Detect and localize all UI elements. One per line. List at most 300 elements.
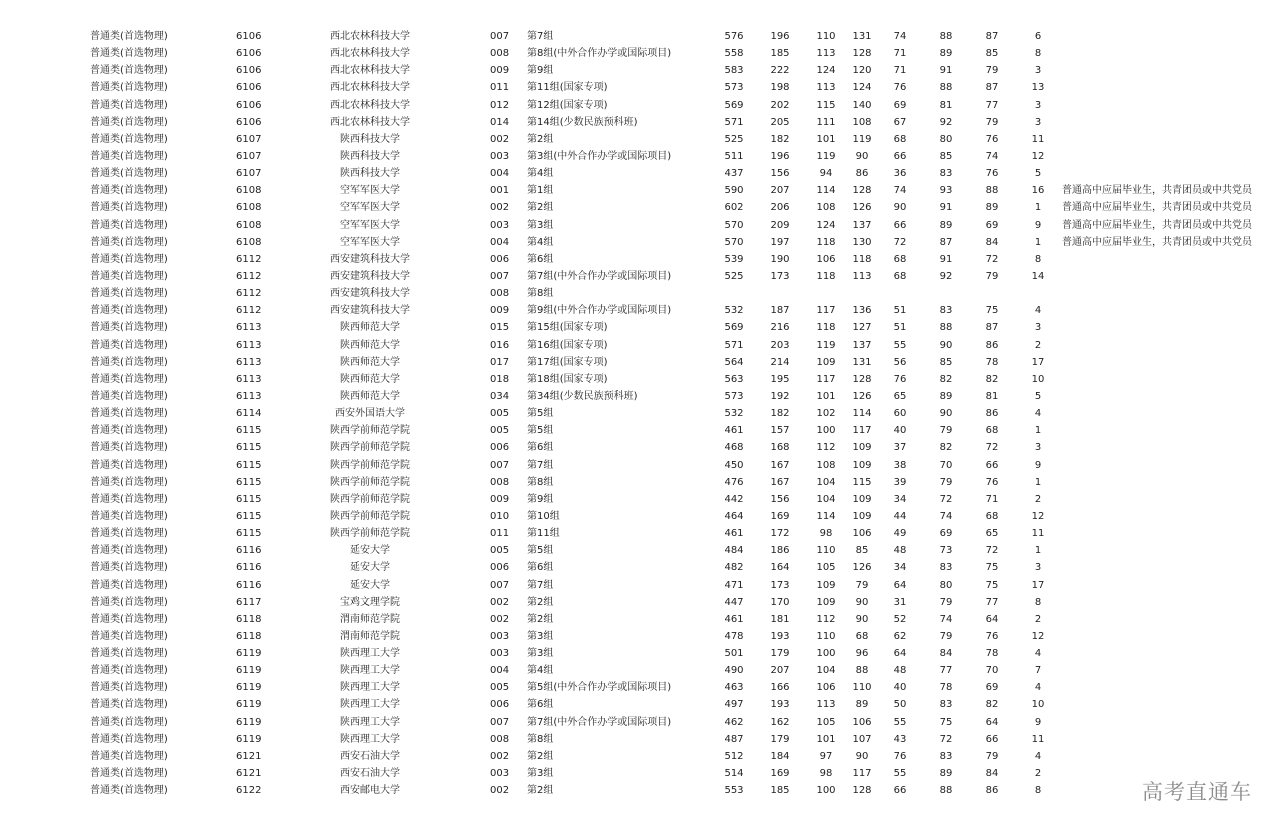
- count-cell: 11: [1031, 133, 1045, 145]
- count-cell: 3: [1034, 322, 1042, 334]
- group-name-cell: 第9组(中外合作办学或国际项目): [527, 305, 672, 317]
- count-cell: 9: [1034, 219, 1042, 231]
- school-code-cell: 6108: [236, 219, 262, 231]
- school-name-cell: 陕西科技大学: [340, 133, 400, 145]
- group-code-cell: 009: [490, 65, 510, 77]
- score-col-2-cell: 172: [770, 528, 790, 540]
- score-col-5-cell: 51: [893, 305, 907, 317]
- score-total-cell: 539: [724, 253, 744, 265]
- school-name-cell: 空军军医大学: [340, 236, 400, 248]
- score-col-5-cell: 90: [893, 202, 907, 214]
- admission-score-table: [0, 28, 1280, 799]
- category-cell: 普通类(首选物理): [90, 613, 168, 625]
- score-total-cell: 512: [724, 750, 744, 762]
- score-col-2-cell: 205: [770, 116, 790, 128]
- score-col-5-cell: 44: [893, 510, 907, 522]
- score-total-cell: 558: [724, 48, 744, 60]
- score-col-7-cell: 82: [985, 373, 999, 385]
- count-cell: 1: [1034, 236, 1042, 248]
- score-col-4-cell: 90: [855, 150, 869, 162]
- score-col-7-cell: 76: [985, 168, 999, 180]
- score-col-6-cell: 83: [939, 750, 953, 762]
- table-row: [0, 62, 1280, 79]
- score-col-5-cell: 74: [893, 185, 907, 197]
- score-col-2-cell: 162: [770, 716, 790, 728]
- school-code-cell: 6118: [236, 630, 262, 642]
- group-name-cell: 第3组: [527, 648, 554, 660]
- score-total-cell: 487: [724, 733, 744, 745]
- group-code-cell: 005: [490, 408, 510, 420]
- score-col-7-cell: 77: [985, 596, 999, 608]
- score-col-2-cell: 197: [770, 236, 790, 248]
- score-total-cell: 525: [724, 270, 744, 282]
- score-col-3-cell: 104: [816, 493, 836, 505]
- count-cell: 10: [1031, 699, 1045, 711]
- table-row: [0, 234, 1280, 251]
- category-cell: 普通类(首选物理): [90, 562, 168, 574]
- score-col-7-cell: 78: [985, 356, 999, 368]
- score-col-4-cell: 90: [855, 596, 869, 608]
- score-col-3-cell: 114: [816, 510, 836, 522]
- category-cell: 普通类(首选物理): [90, 305, 168, 317]
- school-code-cell: 6113: [236, 390, 262, 402]
- group-code-cell: 007: [490, 716, 510, 728]
- score-col-5-cell: 69: [893, 99, 907, 111]
- score-col-4-cell: 128: [852, 48, 872, 60]
- score-col-2-cell: 203: [770, 339, 790, 351]
- table-row: [0, 45, 1280, 62]
- school-code-cell: 6116: [236, 579, 262, 591]
- count-cell: 4: [1034, 682, 1042, 694]
- score-col-4-cell: [850, 285, 874, 302]
- school-code-cell: 6122: [236, 785, 262, 797]
- group-code-cell: 002: [490, 202, 510, 214]
- score-col-3-cell: 105: [816, 716, 836, 728]
- score-col-4-cell: 118: [852, 253, 872, 265]
- table-row: [0, 388, 1280, 405]
- score-col-4-cell: 131: [852, 31, 872, 42]
- score-total-cell: 602: [724, 202, 744, 214]
- score-total-cell: 447: [724, 596, 744, 608]
- school-code-cell: 6115: [236, 442, 262, 454]
- group-code-cell: 003: [490, 648, 510, 660]
- score-col-6-cell: 81: [939, 99, 953, 111]
- score-col-4-cell: 79: [855, 579, 869, 591]
- score-col-5-cell: 66: [893, 785, 907, 797]
- count-cell: 11: [1031, 733, 1045, 745]
- score-col-6-cell: 92: [939, 116, 953, 128]
- school-name-cell: 西安邮电大学: [340, 785, 400, 797]
- score-col-4-cell: 131: [852, 356, 872, 368]
- score-col-4-cell: 117: [852, 768, 872, 780]
- table-row: [0, 679, 1280, 696]
- category-cell: 普通类(首选物理): [90, 236, 168, 248]
- group-name-cell: 第8组: [527, 476, 554, 488]
- category-cell: 普通类(首选物理): [90, 408, 168, 420]
- score-col-7-cell: 64: [985, 613, 999, 625]
- school-code-cell: 6108: [236, 236, 262, 248]
- score-col-4-cell: 109: [852, 442, 872, 454]
- score-col-2-cell: 167: [770, 459, 790, 471]
- category-cell: 普通类(首选物理): [90, 82, 168, 94]
- score-col-7-cell: 86: [985, 408, 999, 420]
- score-col-2-cell: 182: [770, 133, 790, 145]
- group-code-cell: 003: [490, 768, 510, 780]
- category-cell: 普通类(首选物理): [90, 270, 168, 282]
- score-col-5-cell: 31: [893, 596, 907, 608]
- score-col-3-cell: 101: [816, 390, 836, 402]
- count-cell: 3: [1034, 442, 1042, 454]
- school-name-cell: 西安石油大学: [340, 768, 400, 780]
- score-col-7-cell: 88: [985, 185, 999, 197]
- group-name-cell: 第6组: [527, 699, 554, 711]
- school-code-cell: 6106: [236, 48, 262, 60]
- count-cell: 8: [1034, 785, 1042, 797]
- school-code-cell: 6106: [236, 65, 262, 77]
- score-col-6-cell: 88: [939, 31, 953, 42]
- score-total-cell: 497: [724, 699, 744, 711]
- category-cell: 普通类(首选物理): [90, 339, 168, 351]
- category-cell: 普通类(首选物理): [90, 442, 168, 454]
- score-col-3-cell: 114: [816, 185, 836, 197]
- school-code-cell: 6113: [236, 356, 262, 368]
- school-name-cell: 西安建筑科技大学: [330, 253, 410, 265]
- score-col-6-cell: 73: [939, 545, 953, 557]
- score-col-7-cell: 87: [985, 322, 999, 334]
- score-col-7-cell: 66: [985, 459, 999, 471]
- group-code-cell: 009: [490, 305, 510, 317]
- category-cell: 普通类(首选物理): [90, 168, 168, 180]
- group-code-cell: 002: [490, 750, 510, 762]
- school-code-cell: 6112: [236, 305, 262, 317]
- score-col-2-cell: 182: [770, 408, 790, 420]
- score-col-6-cell: 85: [939, 356, 953, 368]
- score-col-5-cell: 64: [893, 579, 907, 591]
- school-name-cell: 陕西理工大学: [340, 648, 400, 660]
- score-col-4-cell: 119: [852, 133, 872, 145]
- score-total-cell: 511: [724, 150, 744, 162]
- school-name-cell: 西北农林科技大学: [330, 82, 410, 94]
- score-col-2-cell: 167: [770, 476, 790, 488]
- score-col-7-cell: 86: [985, 785, 999, 797]
- school-name-cell: 陕西师范大学: [340, 322, 400, 334]
- score-col-2-cell: 206: [770, 202, 790, 214]
- score-col-5-cell: 37: [893, 442, 907, 454]
- table-row: [0, 354, 1280, 371]
- score-col-2-cell: 173: [770, 270, 790, 282]
- score-col-4-cell: 113: [852, 270, 872, 282]
- count-cell: 7: [1034, 665, 1042, 677]
- score-col-6-cell: 85: [939, 150, 953, 162]
- table-row: [0, 28, 1280, 45]
- group-code-cell: 003: [490, 150, 510, 162]
- group-code-cell: 015: [490, 322, 510, 334]
- score-col-7-cell: 78: [985, 648, 999, 660]
- group-name-cell: 第5组: [527, 545, 554, 557]
- score-col-7-cell: 79: [985, 750, 999, 762]
- score-col-6-cell: 83: [939, 168, 953, 180]
- school-code-cell: 6115: [236, 476, 262, 488]
- score-col-3-cell: 101: [816, 733, 836, 745]
- score-total-cell: 464: [724, 510, 744, 522]
- score-col-5-cell: 40: [893, 682, 907, 694]
- group-name-cell: 第15组(国家专项): [527, 322, 608, 334]
- score-col-2-cell: [768, 285, 792, 302]
- score-col-3-cell: 118: [816, 322, 836, 334]
- score-col-5-cell: 71: [893, 48, 907, 60]
- count-cell: 9: [1034, 716, 1042, 728]
- group-code-cell: 001: [490, 185, 510, 197]
- school-name-cell: 陕西理工大学: [340, 716, 400, 728]
- score-col-6-cell: 89: [939, 48, 953, 60]
- category-cell: 普通类(首选物理): [90, 133, 168, 145]
- count-cell: 2: [1034, 493, 1042, 505]
- category-cell: 普通类(首选物理): [90, 665, 168, 677]
- score-col-7-cell: 84: [985, 236, 999, 248]
- score-col-6-cell: 89: [939, 768, 953, 780]
- score-col-3-cell: 124: [816, 219, 836, 231]
- count-cell: 11: [1031, 528, 1045, 540]
- count-cell: 4: [1034, 750, 1042, 762]
- count-cell: 2: [1034, 613, 1042, 625]
- category-cell: 普通类(首选物理): [90, 510, 168, 522]
- table-row: [0, 405, 1280, 422]
- group-code-cell: 014: [490, 116, 510, 128]
- score-col-7-cell: 86: [985, 339, 999, 351]
- count-cell: 6: [1034, 31, 1042, 42]
- category-cell: 普通类(首选物理): [90, 356, 168, 368]
- group-code-cell: 005: [490, 682, 510, 694]
- score-total-cell: 570: [724, 219, 744, 231]
- score-col-5-cell: 50: [893, 699, 907, 711]
- score-col-5-cell: 65: [893, 390, 907, 402]
- score-col-6-cell: 87: [939, 236, 953, 248]
- category-cell: 普通类(首选物理): [90, 699, 168, 711]
- count-cell: 3: [1034, 562, 1042, 574]
- note-cell: 普通高中应届毕业生，共青团员或中共党员: [1062, 219, 1252, 231]
- group-name-cell: 第6组: [527, 562, 554, 574]
- table-row: [0, 439, 1280, 456]
- score-col-4-cell: 109: [852, 493, 872, 505]
- table-row: [0, 696, 1280, 713]
- group-code-cell: 008: [490, 288, 510, 300]
- group-name-cell: 第11组(国家专项): [527, 82, 608, 94]
- score-col-4-cell: 137: [852, 339, 872, 351]
- school-code-cell: 6113: [236, 373, 262, 385]
- school-name-cell: 西安建筑科技大学: [330, 270, 410, 282]
- score-col-2-cell: 157: [770, 425, 790, 437]
- school-code-cell: 6119: [236, 648, 262, 660]
- category-cell: 普通类(首选物理): [90, 373, 168, 385]
- score-col-2-cell: 179: [770, 733, 790, 745]
- table-row: [0, 731, 1280, 748]
- score-col-5-cell: 55: [893, 716, 907, 728]
- school-name-cell: 陕西学前师范学院: [330, 528, 410, 540]
- category-cell: 普通类(首选物理): [90, 288, 168, 300]
- score-col-4-cell: 127: [852, 322, 872, 334]
- school-name-cell: 西北农林科技大学: [330, 116, 410, 128]
- score-col-2-cell: 207: [770, 185, 790, 197]
- score-col-3-cell: 104: [816, 665, 836, 677]
- score-total-cell: 571: [724, 339, 744, 351]
- category-cell: 普通类(首选物理): [90, 253, 168, 265]
- table-row: [0, 97, 1280, 114]
- group-name-cell: 第2组: [527, 596, 554, 608]
- score-col-4-cell: 88: [855, 665, 869, 677]
- group-code-cell: 016: [490, 339, 510, 351]
- score-col-6-cell: 90: [939, 408, 953, 420]
- group-code-cell: 002: [490, 133, 510, 145]
- score-col-5-cell: 76: [893, 373, 907, 385]
- category-cell: 普通类(首选物理): [90, 219, 168, 231]
- score-col-3-cell: 109: [816, 596, 836, 608]
- school-code-cell: 6108: [236, 185, 262, 197]
- score-col-3-cell: 118: [816, 236, 836, 248]
- school-name-cell: 陕西理工大学: [340, 699, 400, 711]
- school-name-cell: 陕西师范大学: [340, 356, 400, 368]
- group-name-cell: 第34组(少数民族预科班): [527, 390, 638, 402]
- score-col-4-cell: 89: [855, 699, 869, 711]
- group-code-cell: 003: [490, 219, 510, 231]
- category-cell: 普通类(首选物理): [90, 545, 168, 557]
- score-total-cell: 461: [724, 528, 744, 540]
- school-name-cell: 陕西科技大学: [340, 150, 400, 162]
- score-col-7-cell: 68: [985, 425, 999, 437]
- score-col-4-cell: 108: [852, 116, 872, 128]
- count-cell: 12: [1031, 630, 1045, 642]
- score-col-7-cell: 70: [985, 665, 999, 677]
- score-col-5-cell: 62: [893, 630, 907, 642]
- score-col-4-cell: 106: [852, 716, 872, 728]
- school-name-cell: 西安外国语大学: [335, 408, 405, 420]
- score-col-5-cell: 40: [893, 425, 907, 437]
- score-col-3-cell: 108: [816, 459, 836, 471]
- score-col-7-cell: 72: [985, 442, 999, 454]
- score-col-6-cell: 75: [939, 716, 953, 728]
- score-total-cell: 532: [724, 305, 744, 317]
- score-col-4-cell: 136: [852, 305, 872, 317]
- score-total-cell: 553: [724, 785, 744, 797]
- group-name-cell: 第3组: [527, 630, 554, 642]
- score-col-3-cell: 108: [816, 202, 836, 214]
- score-col-3-cell: 117: [816, 305, 836, 317]
- score-col-5-cell: 55: [893, 768, 907, 780]
- table-row: [0, 182, 1280, 199]
- score-col-2-cell: 168: [770, 442, 790, 454]
- table-row: [0, 714, 1280, 731]
- group-code-cell: 004: [490, 168, 510, 180]
- score-total-cell: 571: [724, 116, 744, 128]
- score-col-2-cell: 186: [770, 545, 790, 557]
- score-col-2-cell: 181: [770, 613, 790, 625]
- group-name-cell: 第14组(少数民族预科班): [527, 116, 638, 128]
- count-cell: 8: [1034, 596, 1042, 608]
- score-col-2-cell: 196: [770, 31, 790, 42]
- score-col-7-cell: 76: [985, 630, 999, 642]
- table-row: [0, 337, 1280, 354]
- school-code-cell: 6117: [236, 596, 262, 608]
- school-code-cell: 6112: [236, 288, 262, 300]
- score-total-cell: 573: [724, 390, 744, 402]
- score-col-6-cell: 79: [939, 476, 953, 488]
- school-name-cell: 陕西科技大学: [340, 168, 400, 180]
- score-col-3-cell: 113: [816, 48, 836, 60]
- group-name-cell: 第8组: [527, 733, 554, 745]
- school-code-cell: 6106: [236, 99, 262, 111]
- score-total-cell: 576: [724, 31, 744, 42]
- score-col-6-cell: 80: [939, 579, 953, 591]
- score-total-cell: 490: [724, 665, 744, 677]
- group-name-cell: 第7组(中外合作办学或国际项目): [527, 270, 672, 282]
- group-code-cell: 002: [490, 613, 510, 625]
- score-col-6-cell: [934, 285, 958, 302]
- table-row: [0, 199, 1280, 216]
- group-code-cell: 012: [490, 99, 510, 111]
- score-total-cell: 482: [724, 562, 744, 574]
- score-col-2-cell: 169: [770, 510, 790, 522]
- score-col-3-cell: 94: [819, 168, 833, 180]
- school-code-cell: 6112: [236, 270, 262, 282]
- school-code-cell: 6119: [236, 682, 262, 694]
- school-name-cell: 陕西学前师范学院: [330, 442, 410, 454]
- score-col-7-cell: 71: [985, 493, 999, 505]
- score-col-3-cell: 112: [816, 613, 836, 625]
- group-code-cell: 004: [490, 665, 510, 677]
- count-cell: 3: [1034, 116, 1042, 128]
- score-col-2-cell: 185: [770, 785, 790, 797]
- score-col-4-cell: 126: [852, 202, 872, 214]
- group-code-cell: 002: [490, 785, 510, 797]
- count-cell: 3: [1034, 99, 1042, 111]
- note-cell: 普通高中应届毕业生，共青团员或中共党员: [1062, 185, 1252, 197]
- score-total-cell: 590: [724, 185, 744, 197]
- group-code-cell: 007: [490, 270, 510, 282]
- note-cell: 普通高中应届毕业生，共青团员或中共党员: [1062, 236, 1252, 248]
- score-total-cell: 462: [724, 716, 744, 728]
- score-col-7-cell: 66: [985, 733, 999, 745]
- score-col-6-cell: 90: [939, 339, 953, 351]
- score-col-7-cell: 72: [985, 545, 999, 557]
- score-col-2-cell: 156: [770, 168, 790, 180]
- group-code-cell: 008: [490, 48, 510, 60]
- score-total-cell: 442: [724, 493, 744, 505]
- score-col-2-cell: 196: [770, 150, 790, 162]
- table-row: [0, 131, 1280, 148]
- score-total-cell: 564: [724, 356, 744, 368]
- watermark-text: 高考直通车: [1142, 780, 1252, 804]
- score-col-3-cell: 115: [816, 99, 836, 111]
- school-code-cell: 6116: [236, 562, 262, 574]
- score-col-3-cell: 110: [816, 31, 836, 42]
- score-col-3-cell: 117: [816, 373, 836, 385]
- table-row: [0, 268, 1280, 285]
- group-name-cell: 第9组: [527, 493, 554, 505]
- score-col-5-cell: 48: [893, 665, 907, 677]
- score-col-6-cell: 91: [939, 65, 953, 77]
- group-code-cell: 011: [490, 82, 510, 94]
- score-col-6-cell: 84: [939, 648, 953, 660]
- table-row: [0, 302, 1280, 319]
- category-cell: 普通类(首选物理): [90, 31, 168, 42]
- score-col-3-cell: 109: [816, 356, 836, 368]
- table-row: [0, 525, 1280, 542]
- score-col-7-cell: 87: [985, 82, 999, 94]
- count-cell: 5: [1034, 390, 1042, 402]
- count-cell: 1: [1034, 476, 1042, 488]
- score-total-cell: 583: [724, 65, 744, 77]
- category-cell: 普通类(首选物理): [90, 116, 168, 128]
- score-col-3-cell: 102: [816, 408, 836, 420]
